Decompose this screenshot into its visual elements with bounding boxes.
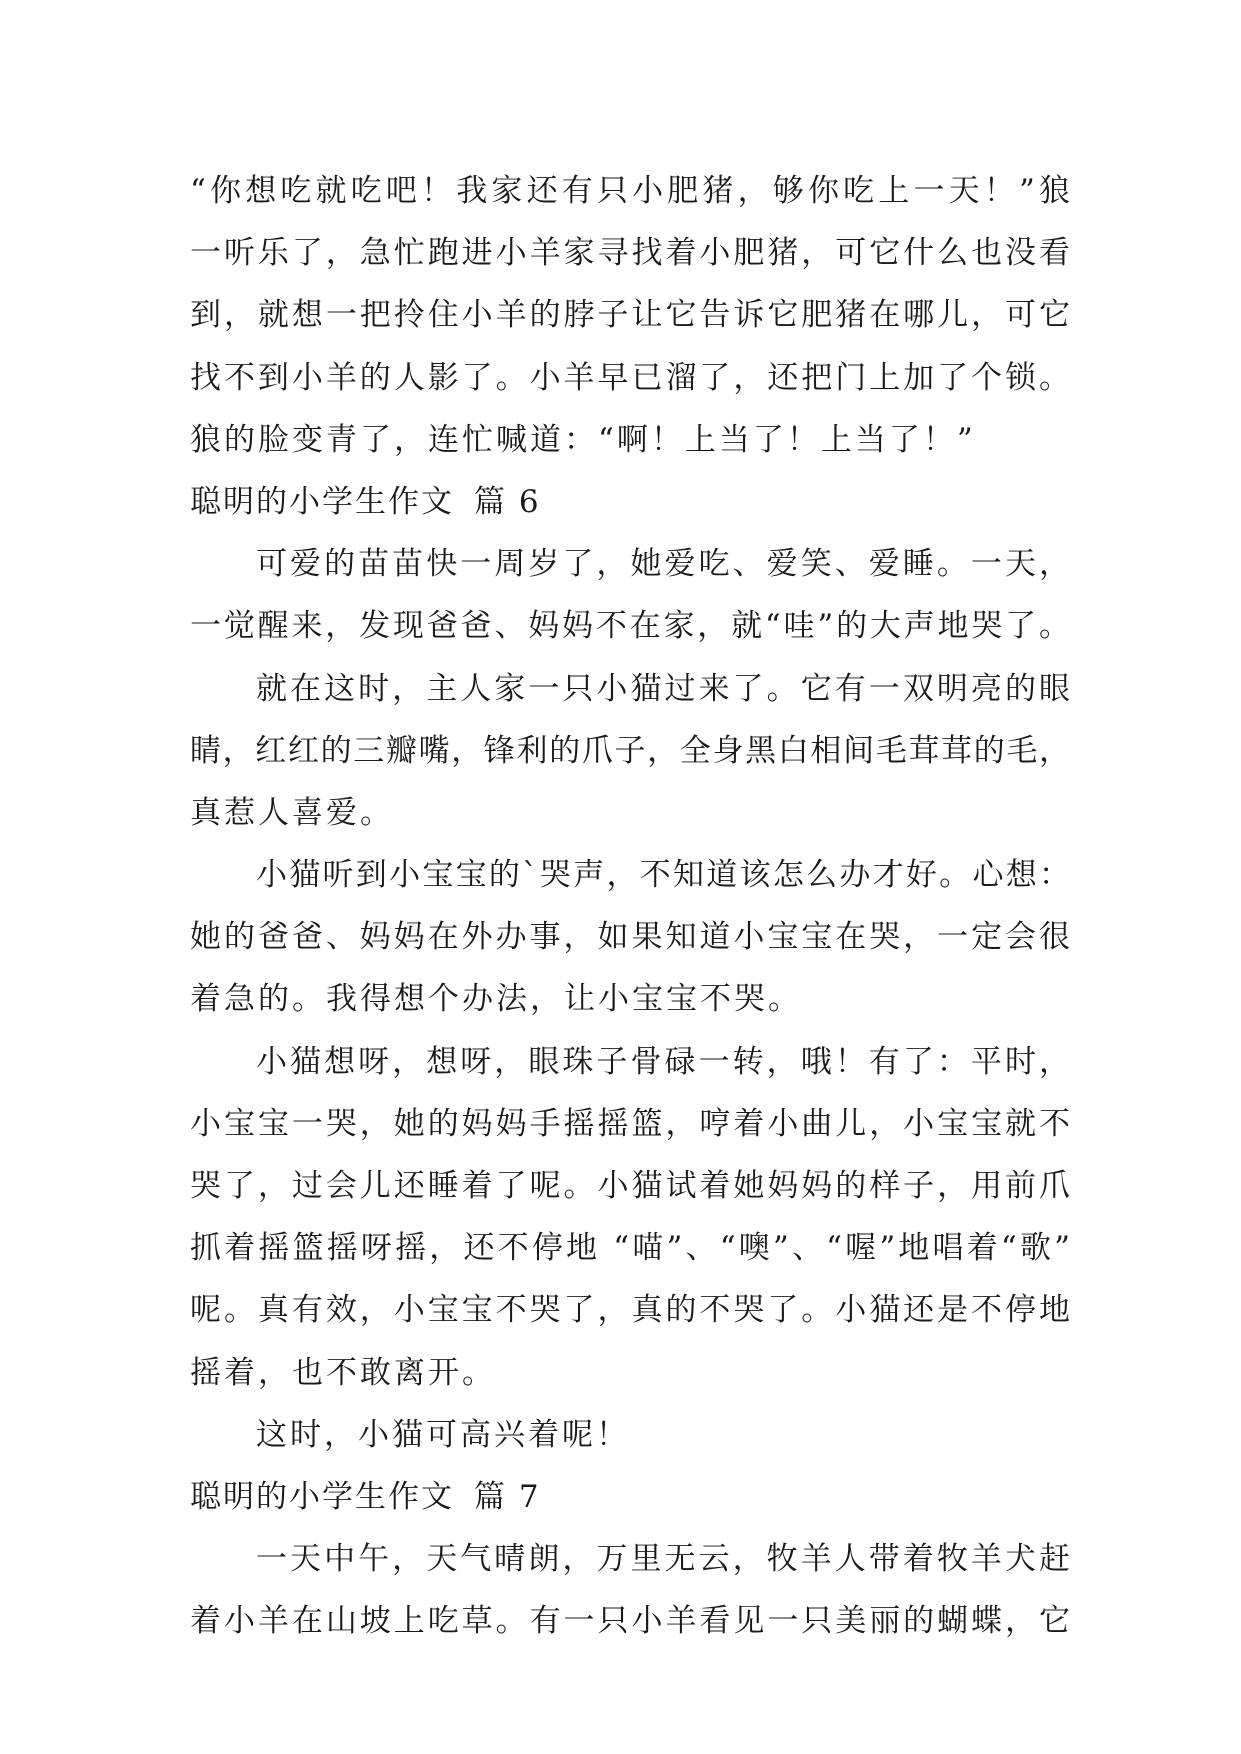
paragraph-line: 小猫想呀，想呀，眼珠子骨碌一转，哦！有了：平时， xyxy=(256,1043,1070,1080)
document-body xyxy=(190,160,1070,1653)
paragraph-line: 就在这时，主人家一只小猫过来了。它有一双明亮的眼 xyxy=(256,670,1070,707)
section-heading-number: 篇 7 xyxy=(474,1478,541,1515)
paragraph-line: 可爱的苗苗快一周岁了，她爱吃、爱笑、爱睡。一天， xyxy=(256,546,1070,583)
paragraph-line: 一天中午，天气晴朗，万里无云，牧羊人带着牧羊犬赶 xyxy=(256,1541,1070,1578)
paragraph-line: 抓着摇篮摇呀摇，还不停地 “喵”、“噢”、“喔”地唱着“歌” xyxy=(190,1230,1070,1267)
paragraph-line: 小宝宝一哭，她的妈妈手摇摇篮，哼着小曲儿，小宝宝就不 xyxy=(190,1105,1070,1142)
paragraph-line: 一听乐了，急忙跑进小羊家寻找着小肥猪，可它什么也没看 xyxy=(190,235,1070,272)
paragraph-line: 到，就想一把拎住小羊的脖子让它告诉它肥猪在哪儿，可它 xyxy=(190,297,1070,334)
paragraph-line: 小猫听到小宝宝的`哭声，不知道该怎么办才好。心想： xyxy=(256,857,1070,894)
paragraph-line: 她的爸爸、妈妈在外办事，如果知道小宝宝在哭，一定会很 xyxy=(190,919,1070,956)
paragraph-line: 找不到小羊的人影了。小羊早已溜了，还把门上加了个锁。 xyxy=(190,359,1070,396)
paragraph-line: 摇着，也不敢离开。 xyxy=(190,1354,496,1391)
paragraph-line: 狼的脸变青了，连忙喊道：“啊！上当了！上当了！” xyxy=(190,421,976,458)
paragraph-line: 睛，红红的三瓣嘴，锋利的爪子，全身黑白相间毛茸茸的毛， xyxy=(190,732,1070,769)
paragraph-line: 真惹人喜爱。 xyxy=(190,794,394,831)
section-heading-number: 篇 6 xyxy=(474,483,541,520)
section-heading-title: 聪明的小学生作文 xyxy=(190,1478,454,1515)
paragraph-line: “你想吃就吃吧！我家还有只小肥猪，够你吃上一天！”狼 xyxy=(190,173,1070,209)
section-heading-7 xyxy=(190,1466,1070,1528)
section-heading-title: 聪明的小学生作文 xyxy=(190,483,454,520)
paragraph-line: 着急的。我得想个办法，让小宝宝不哭。 xyxy=(190,981,802,1018)
section-heading-6 xyxy=(190,471,1070,533)
paragraph-line: 这时，小猫可高兴着呢！ xyxy=(256,1416,630,1453)
paragraph-line: 哭了，过会儿还睡着了呢。小猫试着她妈妈的样子，用前爪 xyxy=(190,1168,1070,1204)
paragraph-line: 呢。真有效，小宝宝不哭了，真的不哭了。小猫还是不停地 xyxy=(190,1292,1070,1329)
paragraph-line: 一觉醒来，发现爸爸、妈妈不在家，就“哇”的大声地哭了。 xyxy=(190,608,1070,645)
paragraph-line: 着小羊在山坡上吃草。有一只小羊看见一只美丽的蝴蝶，它 xyxy=(190,1603,1070,1640)
